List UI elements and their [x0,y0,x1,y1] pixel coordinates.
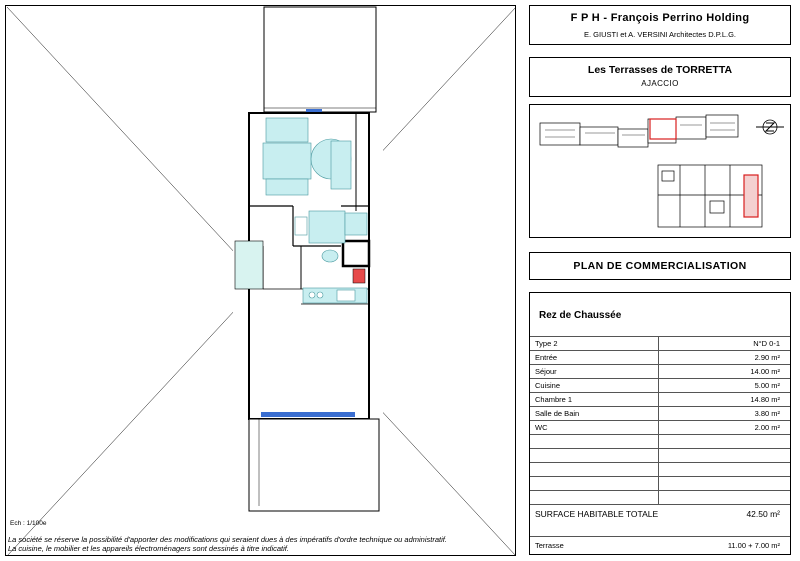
table-row [530,420,790,434]
table-row [530,336,790,350]
highlight-apartment [744,175,758,217]
row-label: WC [535,423,548,432]
architects-name: E. GIUSTI et A. VERSINI Architectes D.P.L.G. [584,30,736,39]
scale-label: Ech : 1/100e [10,520,47,527]
table-row-empty [530,490,790,504]
terrace-bottom [249,412,379,511]
table-row [530,364,790,378]
row-label: Type 2 [535,339,558,348]
row-label: Entrée [535,353,558,362]
north-arrow-icon [756,120,784,134]
row-label: Chambre 1 [535,395,573,404]
row-value: 3.80 m² [754,409,780,418]
project-city: AJACCIO [641,79,679,88]
row-label: Séjour [535,367,557,376]
row-value: 2.90 m² [754,353,780,362]
floor-plan-frame [5,5,516,556]
plan-type-box [529,252,791,280]
table-row-empty [530,448,790,462]
table-row [530,378,790,392]
floor-title: Rez de Chaussée [539,310,622,321]
table-row-empty [530,476,790,490]
table-row-empty [530,434,790,448]
surface-table [529,292,791,555]
table-row [530,392,790,406]
company-header [529,5,791,45]
terrace-value: 11.00 + 7.00 m² [727,541,780,550]
row-value: 5.00 m² [754,381,780,390]
company-name: F P H - François Perrino Holding [570,12,750,24]
row-value: 14.80 m² [750,395,780,404]
terrace-label: Terrasse [535,541,564,550]
floor-plan-drawing [6,6,517,557]
table-row [530,406,790,420]
terrace-row [530,536,790,554]
terrace-top [264,7,376,114]
row-label: Cuisine [535,381,561,390]
total-label: SURFACE HABITABLE TOTALE [535,509,659,519]
row-label: Salle de Bain [535,409,580,418]
disclaimer-line-2: La cuisine, le mobilier et les appareils électroménagers sont dessinés à titre indicatif. [8,544,289,553]
row-value: 2.00 m² [754,423,780,432]
table-row [530,350,790,364]
project-name: Les Terrasses de TORRETTA [587,64,733,76]
disclaimer-line-1: La société se réserve la possibilité d'apporter des modifications qui seraient dues à des impératifs d'ordre technique ou administratif. [8,535,447,544]
plan-type-title: PLAN DE COMMERCIALISATION [573,260,747,272]
total-row [530,504,790,526]
table-row-empty [530,462,790,476]
kitchen [303,288,367,303]
situation-map-drawing [530,105,790,237]
situation-plan [529,104,791,238]
entrance [235,241,263,289]
project-header [529,57,791,97]
row-value: N°D 0-1 [753,339,780,348]
row-value: 14.00 m² [750,367,780,376]
total-value: 42.50 m² [746,509,780,519]
